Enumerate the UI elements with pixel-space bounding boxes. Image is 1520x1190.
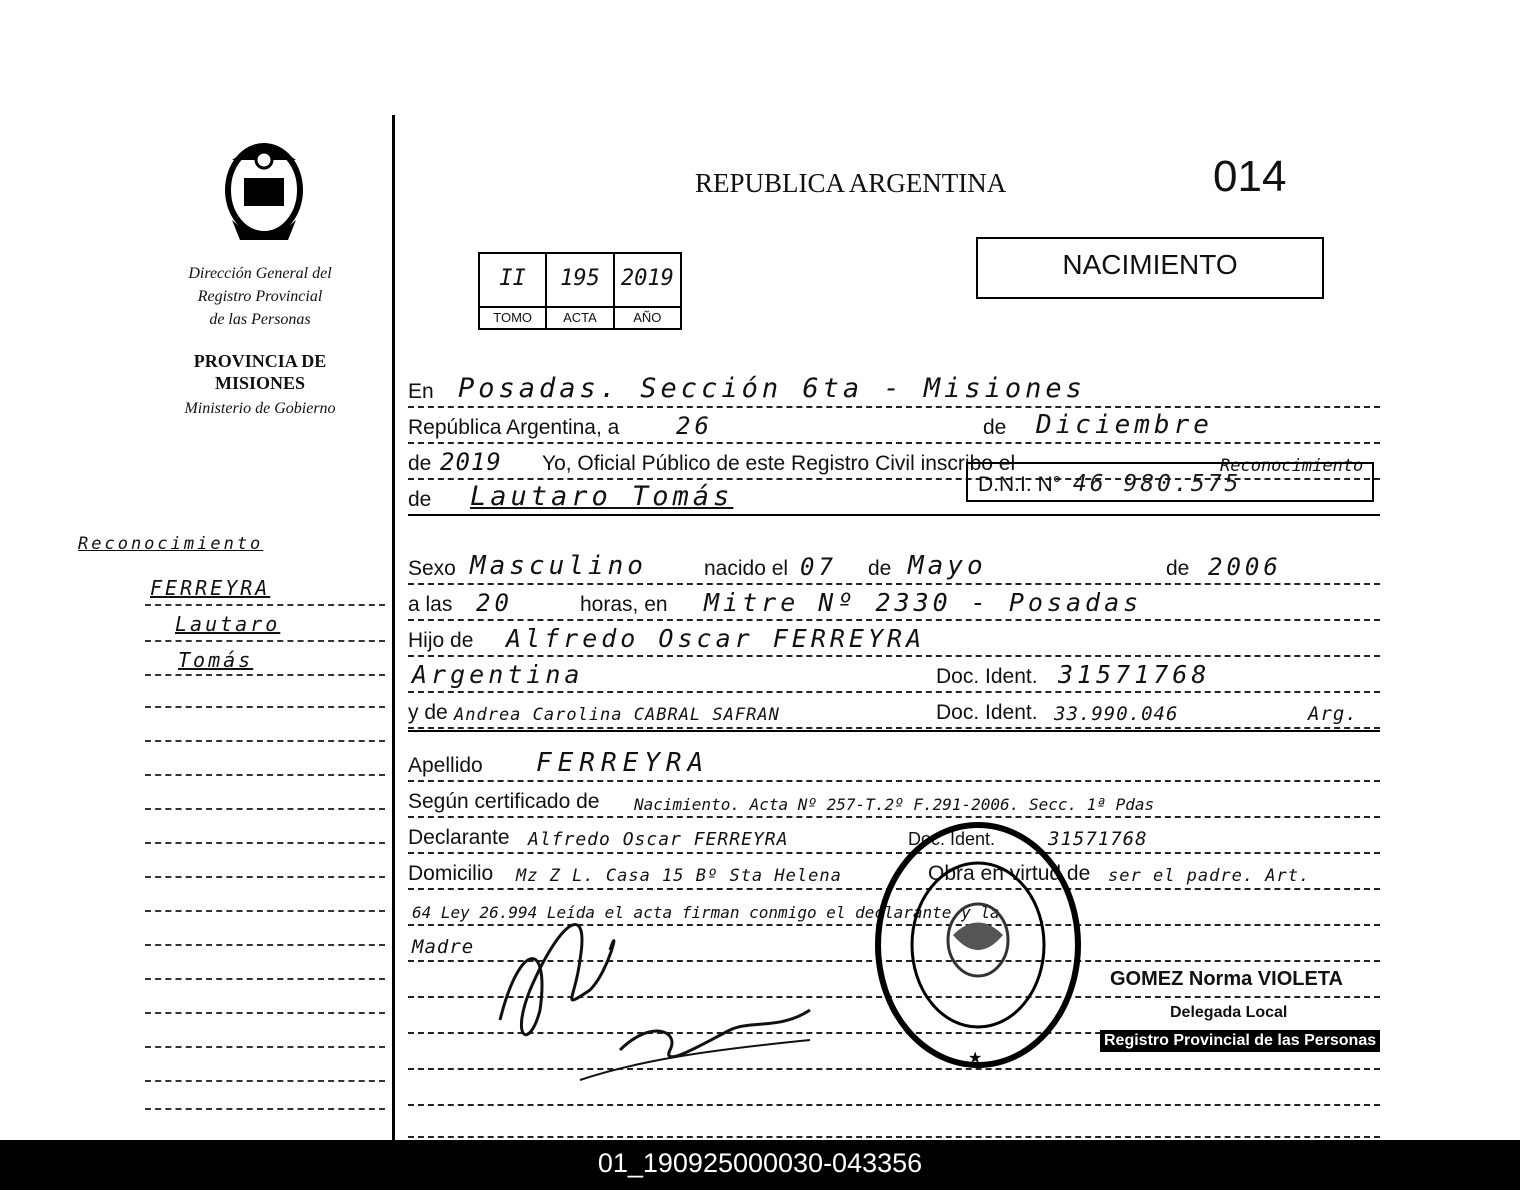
anio-label: AÑO xyxy=(615,306,680,328)
horas-label: horas, en xyxy=(580,593,668,616)
officer-registry: Registro Provincial de las Personas xyxy=(1100,1030,1380,1052)
officer-stamp xyxy=(1100,968,1410,1058)
de4-label: de xyxy=(868,557,892,580)
doc3-label: Doc. Ident. xyxy=(908,829,996,849)
alas-label: a las xyxy=(408,593,453,616)
birth-place-value: Mitre Nº 2330 - Posadas xyxy=(704,588,1143,617)
margin-line xyxy=(145,874,385,878)
office-line-2: Registro Provincial xyxy=(197,288,323,305)
mother-value: Andrea Carolina CABRAL SAFRAN xyxy=(454,705,780,725)
acta-label: ACTA xyxy=(547,306,612,328)
officer-name: GOMEZ Norma VIOLETA xyxy=(1110,968,1343,990)
margin-note-line-4: Tomás xyxy=(178,648,254,672)
province-line-2: MISIONES xyxy=(214,373,306,393)
margin-line xyxy=(145,976,385,980)
en-label: En xyxy=(408,380,434,403)
doc2-label: Doc. Ident. xyxy=(936,701,1038,724)
reference-box xyxy=(478,252,682,330)
de2-label: de xyxy=(408,452,432,475)
obra-label: Obra en virtud de xyxy=(928,862,1091,885)
mother-nationality: Arg. xyxy=(1308,703,1358,725)
anio-cell xyxy=(615,254,680,328)
margin-note-line-3: Lautaro xyxy=(175,612,281,636)
domicilio-label: Domicilio xyxy=(408,862,494,885)
tomo-label: TOMO xyxy=(480,306,545,328)
dni-box xyxy=(966,462,1374,502)
margin-line xyxy=(145,1010,385,1014)
dni-label: D.N.I. N° xyxy=(978,473,1062,496)
declarante-value: Alfredo Oscar FERREYRA xyxy=(528,829,789,850)
office-name xyxy=(150,262,370,331)
certificate-value: Nacimiento. Acta Nº 257-T.2º F.291-2006. Secc. 1ª Pdas xyxy=(634,795,1155,814)
margin-line xyxy=(145,1078,385,1082)
de-label: de xyxy=(983,416,1007,439)
father-nationality: Argentina xyxy=(412,660,584,689)
sexo-label: Sexo xyxy=(408,557,456,580)
margin-line xyxy=(145,840,385,844)
birth-month-value: Mayo xyxy=(908,551,987,581)
declarante-label: Declarante xyxy=(408,826,510,849)
declarante-doc-value: 31571768 xyxy=(1048,828,1148,850)
act-number: 014 xyxy=(1213,152,1287,201)
row-sex xyxy=(408,545,1380,585)
document-title: REPUBLICA ARGENTINA xyxy=(695,168,1007,198)
margin-line xyxy=(145,672,385,676)
column-divider xyxy=(392,115,395,1140)
section-separator xyxy=(408,730,1380,732)
dni-value: 46 980.575 xyxy=(1072,471,1242,497)
row-date xyxy=(408,404,1380,444)
birth-time-value: 20 xyxy=(476,589,513,617)
act-type-box: NACIMIENTO xyxy=(976,237,1324,299)
office-line-1: Dirección General del xyxy=(188,265,332,282)
domicilio-value: Mz Z L. Casa 15 Bº Sta Helena xyxy=(516,866,842,886)
sexo-value: Masculino xyxy=(470,551,647,581)
mother-doc-value: 33.990.046 xyxy=(1054,703,1179,725)
year-value: 2019 xyxy=(440,448,502,476)
row-blank xyxy=(408,1098,1380,1138)
birth-day-value: 07 xyxy=(800,553,837,581)
margin-line xyxy=(145,704,385,708)
apellido-value: FERREYRA xyxy=(536,748,710,778)
official-seal-icon xyxy=(868,815,1091,1075)
row-time xyxy=(408,581,1380,621)
signature-icon xyxy=(480,900,820,1100)
margin-line xyxy=(145,772,385,776)
republic-label: República Argentina, a xyxy=(408,416,620,439)
day-value: 26 xyxy=(676,412,713,440)
doc-label: Doc. Ident. xyxy=(936,665,1038,688)
margin-line xyxy=(145,942,385,946)
row-place xyxy=(408,368,1380,408)
birth-year-value: 2006 xyxy=(1208,553,1282,581)
extra-line-2: Madre xyxy=(412,936,475,958)
de3-label: de xyxy=(408,488,432,511)
acta-cell xyxy=(547,254,614,328)
section-separator xyxy=(408,514,1380,516)
margin-line xyxy=(145,738,385,742)
obra-value: ser el padre. Art. xyxy=(1108,866,1311,886)
apellido-label: Apellido xyxy=(408,754,483,777)
margin-note-line-2: FERREYRA xyxy=(150,576,271,600)
row-father-doc xyxy=(408,653,1380,693)
tomo-cell xyxy=(480,254,547,328)
row-father xyxy=(408,617,1380,657)
provincial-crest-icon xyxy=(218,140,310,250)
tomo-value: II xyxy=(499,266,526,291)
province-line-1: PROVINCIA DE xyxy=(193,351,327,371)
de5-label: de xyxy=(1166,557,1190,580)
margin-line xyxy=(145,1106,385,1110)
month-value: Diciembre xyxy=(1036,410,1213,440)
extra-line-1: 64 Ley 26.994 Leída el acta firman conmigo el declarante y la xyxy=(412,903,1000,922)
row-name xyxy=(408,476,956,516)
father-value: Alfredo Oscar FERREYRA xyxy=(506,624,926,653)
margin-line xyxy=(145,908,385,912)
name-value: Lautaro Tomás xyxy=(470,481,734,512)
act-kind-value: Reconocimiento xyxy=(1220,456,1364,476)
anio-value: 2019 xyxy=(620,266,674,291)
place-value: Posadas. Sección 6ta - Misiones xyxy=(458,373,1086,404)
row-certificate xyxy=(408,778,1380,818)
father-doc-value: 31571768 xyxy=(1058,660,1211,689)
document-code: 01_190925000030-043356 xyxy=(0,1140,1520,1190)
margin-line xyxy=(145,806,385,810)
acta-value: 195 xyxy=(560,266,600,291)
officer-text: Yo, Oficial Público de este Registro Civil inscribo el xyxy=(542,452,1016,475)
ministry-name: Ministerio de Gobierno xyxy=(184,400,336,417)
office-line-3: de las Personas xyxy=(209,311,311,328)
province-name xyxy=(150,350,370,394)
nacido-label: nacido el xyxy=(704,557,789,580)
margin-line xyxy=(145,1044,385,1048)
svg-text:★: ★ xyxy=(968,1050,983,1067)
row-mother xyxy=(408,689,1380,729)
segun-label: Según certificado de xyxy=(408,790,600,813)
margin-note-line-1: Reconocimiento xyxy=(78,534,264,554)
row-apellido xyxy=(408,742,1380,782)
margin-line xyxy=(145,602,385,606)
hijo-label: Hijo de xyxy=(408,629,474,652)
officer-role: Delegada Local xyxy=(1170,1004,1288,1021)
yde-label: y de xyxy=(408,701,448,724)
margin-line xyxy=(145,638,385,642)
